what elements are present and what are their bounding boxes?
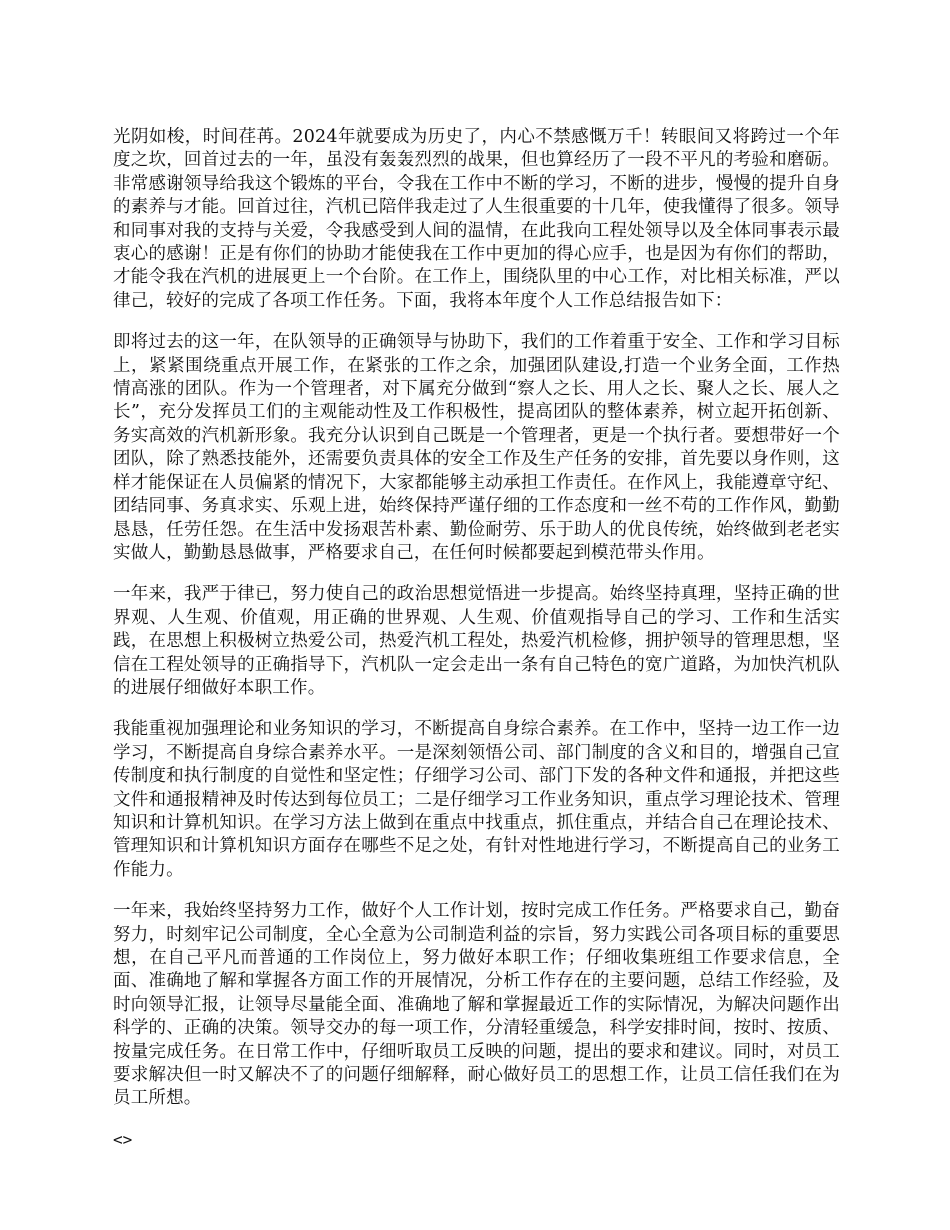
paragraph-work-attitude: 一年来，我始终坚持努力工作，做好个人工作计划，按时完成工作任务。严格要求自己，勤奋努力，时刻牢记公司制度，全心全意为公司制造利益的宗旨，努力实践公司各项目标的重要思想，在自己平凡而普通的工作岗位上，努力做好本职工作；仔细收集班组工作要求信息，全面、准确地了解和掌握各方面工作的开展情况，分析工作存在的主要问题，总结工作经验，及时向领导汇报，让领导尽量能全面、准确地了解和掌握最近工作的实际情况，为解决问题作出科学的、正确的决策。领导交办的每一项工作，分清轻重缓急，科学安排时间，按时、按质、按量完成任务。在日常工作中，仔细听取员工反映的问题，提出的要求和建议。同时，对员工要求解决但一时又解决不了的问题仔细解释，耐心做好员工的思想工作，让员工信任我们在为员工所想。 xyxy=(113,901,840,1109)
end-mark: <> xyxy=(113,1129,133,1149)
paragraph-study: 我能重视加强理论和业务知识的学习，不断提高自身综合素养。在工作中，坚持一边工作一边学习，不断提高自身综合素养水平。一是深刻领悟公司、部门制度的含义和目的，增强自己宣传制度和执行制度的自觉性和坚定性；仔细学习公司、部门下发的各种文件和通报，并把这些文件和通报精神及时传达到每位员工；二是仔细学习工作业务知识，重点学习理论技术、管理知识和计算机知识。在学习方法上做到在重点中找重点，抓住重点，并结合自己在理论技术、管理知识和计算机知识方面存在哪些不足之处，有针对性地进行学习，不断提高自己的业务工作能力。 xyxy=(113,719,840,880)
paragraph-intro: 光阴如梭，时间荏苒。2024年就要成为历史了，内心不禁感慨万千！转眼间又将跨过一个年度之坎，回首过去的一年，虽没有轰轰烈烈的战果，但也算经历了一段不平凡的考验和磨砺。非常感谢领导给我这个锻炼的平台，令我在工作中不断的学习，不断的进步，慢慢的提升自身的素养与才能。回首过往，汽机已陪伴我走过了人生很重要的十几年，使我懂得了很多。领导和同事对我的支持与关爱，令我感受到人间的温情，在此我向工程处领导以及全体同事表示最衷心的感谢！正是有你们的协助才能使我在工作中更加的得心应手，也是因为有你们的帮助，才能令我在汽机的进展更上一个台阶。在工作上，围绕队里的中心工作，对比相关标准，严以律己，较好的完成了各项工作任务。下面，我将本年度个人工作总结报告如下： xyxy=(113,127,840,311)
paragraph-political-thought: 一年来，我严于律已，努力使自己的政治思想觉悟进一步提高。始终坚持真理，坚持正确的世界观、人生观、价值观，用正确的世界观、人生观、价值观指导自己的学习、工作和生活实践，在思想上积极树立热爱公司，热爱汽机工程处，热爱汽机检修，拥护领导的管理思想，坚信在工程处领导的正确指导下，汽机队一定会走出一条有自己特色的宽广道路，为加快汽机队的进展仔细做好本职工作。 xyxy=(113,584,840,698)
document-page xyxy=(113,126,840,1151)
paragraph-team-management: 即将过去的这一年，在队领导的正确领导与协助下，我们的工作着重于安全、工作和学习目标上，紧紧围绕重点开展工作，在紧张的工作之余，加强团队建设,打造一个业务全面，工作热情高涨的团队。作为一个管理者，对下属充分做到“察人之长、用人之长、聚人之长、展人之长”，充分发挥员工们的主观能动性及工作积极性，提高团队的整体素养，树立起开拓创新、务实高效的汽机新形象。我充分认识到自己既是一个管理者，更是一个执行者。要想带好一个团队，除了熟悉技能外，还需要负责具体的安全工作及生产任务的安排，首先要以身作则，这样才能保证在人员偏紧的情况下，大家都能够主动承担工作责任。在作风上，我能遵章守纪、团结同事、务真求实、乐观上进，始终保持严谨仔细的工作态度和一丝不苟的工作作风，勤勤恳恳，任劳任怨。在生活中发扬艰苦朴素、勤俭耐劳、乐于助人的优良传统，始终做到老老实实做人，勤勤恳恳做事，严格要求自己，在任何时候都要起到模范带头作用。 xyxy=(113,332,840,563)
